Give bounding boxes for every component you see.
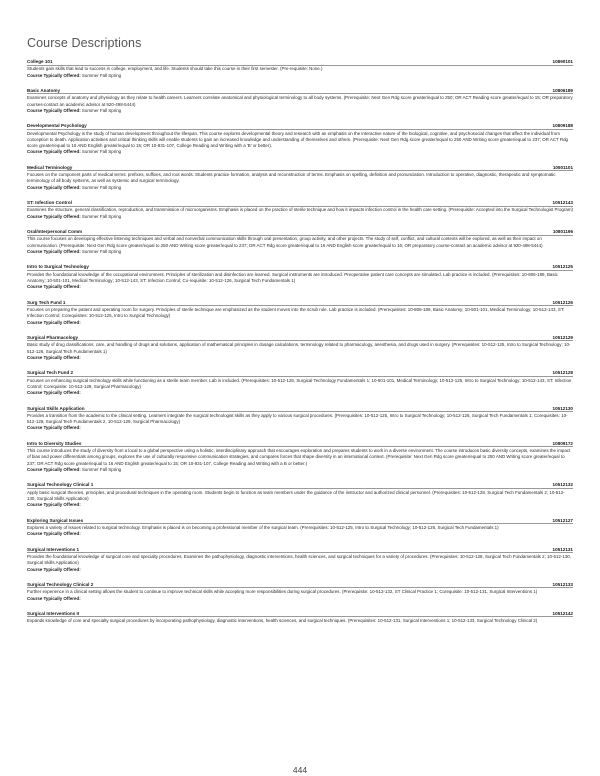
offered-label: Course Typically Offered: xyxy=(27,502,81,508)
course-entry xyxy=(27,123,573,155)
course-name: Developmental Psychology xyxy=(27,123,87,129)
course-description: Focuses on enhancing surgical technology skills while functioning as a sterile team member. Lab is included. (Prerequisites: 10-512-126, Surgical Technology Fundamentals 1; 10-501-101, Medical Terminology; 10-512-125, Intro to Surgical Technology; 10-512-143, ST: Infection Control; Corequisite: 10-512-129, Surgical Pharmacology) xyxy=(27,377,572,389)
course-name: Surgical Technology Clinical 2 xyxy=(27,581,94,587)
course-description: Expands knowledge of core and specialty surgical procedures by incorporating pathophysiology, diagnostic interventions, health sciences, and surgical techniques. (Prerequisites: 10-512-131, Surgical Interventions 1; 10-512-133, Surgical Technology Clinical 2) xyxy=(27,618,538,624)
course-offered xyxy=(27,531,573,537)
course-offered xyxy=(27,249,573,255)
course-name: Surg Tech Fund 1 xyxy=(27,299,66,305)
course-code: 10512133 xyxy=(552,581,573,587)
course-entry xyxy=(27,370,573,396)
course-entry xyxy=(27,59,573,79)
course-entry xyxy=(27,611,573,625)
course-entry xyxy=(27,264,573,290)
course-description: Provides the foundational knowledge of surgical core and specialty procedures. Examines the pathophysiology, diagnostic interventions, health sciences, and surgical techniques for a variety of procedures. (Prerequisites: 10-512-128, Surgical Tech Fundamentals 2; 10-512-130, Surgical Skills Application) xyxy=(27,553,571,566)
course-name: Surgical Skills Application xyxy=(27,405,85,411)
course-offered xyxy=(27,467,573,473)
course-offered xyxy=(27,355,573,361)
course-offered xyxy=(27,596,573,602)
course-name: Surgical Interventions 1 xyxy=(27,546,80,552)
page-number: 444 xyxy=(292,765,308,775)
course-entry xyxy=(27,406,573,432)
course-description: Examines the structure, general classification, reproduction, and transmission of microorganisms. Emphasis is placed on the practice of sterile technique and how it impacts infection control in the health care setting. (Prerequisite: Accepted into the Surgical Technologist Program) xyxy=(27,207,574,213)
course-entry xyxy=(27,547,573,573)
course-name: Medical Terminology xyxy=(27,164,73,170)
course-offered xyxy=(27,185,573,191)
course-header xyxy=(27,123,573,130)
course-code: 10512128 xyxy=(552,370,573,376)
offered-label: Course Typically Offered: xyxy=(27,149,81,155)
course-entry xyxy=(27,441,573,473)
course-entry xyxy=(27,229,573,255)
course-offered xyxy=(27,284,573,290)
offered-label: Course Typically Offered: xyxy=(27,354,81,360)
course-header xyxy=(27,88,573,95)
course-code: 10809172 xyxy=(552,440,573,446)
course-code: 10512129 xyxy=(552,334,573,340)
course-code: 10512125 xyxy=(552,264,573,270)
course-entry xyxy=(27,335,573,361)
course-offered xyxy=(27,214,573,220)
course-name: Surgical Tech Fund 2 xyxy=(27,370,74,376)
offered-label: Course Typically Offered: xyxy=(27,319,81,325)
course-description: Students gain skills that lead to success in college, employment, and life. Students should take this course in their first semester. (Pre-requisite: None.) xyxy=(27,66,323,72)
course-name: Intro to Diversity Studies xyxy=(27,440,82,446)
course-header xyxy=(27,200,573,207)
offered-terms: Summer Fall Spring xyxy=(81,107,122,113)
course-header xyxy=(27,300,573,307)
course-name: Surgical Interventions II xyxy=(27,610,80,616)
course-entry xyxy=(27,200,573,220)
course-offered xyxy=(27,149,573,155)
course-header xyxy=(27,335,573,342)
course-name: Oral/Interpersonal Comm xyxy=(27,229,83,235)
course-code: 10801196 xyxy=(552,229,573,235)
course-header xyxy=(27,406,573,413)
course-name: Basic Anatomy xyxy=(27,87,61,93)
course-code: 10512127 xyxy=(552,517,573,523)
course-offered xyxy=(27,425,573,431)
course-descriptions-page xyxy=(27,36,573,634)
offered-label: Course Typically Offered: xyxy=(27,566,81,572)
course-header xyxy=(27,264,573,271)
course-name: Surgical Pharmacology xyxy=(27,334,79,340)
course-header xyxy=(27,165,573,172)
course-description: Examines concepts of anatomy and physiology as they relate to health careers. Learners correlate anatomical and physiological terminology to all body systems. (Prerequisite: Next Gen Rdg score greater/equal to 250; OR ACT Reading score greater/equal to 15; OR preparatory courses-contact an academic advisor at 920-498-5444) xyxy=(27,95,573,107)
course-name: Surgical Technology Clinical 1 xyxy=(27,482,94,488)
offered-label: Course Typically Offered: xyxy=(27,531,81,537)
offered-terms: Summer Fall Spring xyxy=(81,184,122,190)
course-entry xyxy=(27,482,573,508)
offered-terms: Summer Fall Spring xyxy=(81,213,122,219)
course-header xyxy=(27,582,573,589)
offered-label: Course Typically Offered: xyxy=(27,425,81,431)
course-code: 10512126 xyxy=(552,299,573,305)
course-code: 10806189 xyxy=(552,87,573,93)
course-list xyxy=(27,59,573,625)
offered-label: Course Typically Offered: xyxy=(27,466,81,472)
course-entry xyxy=(27,300,573,326)
offered-label: Course Typically Offered: xyxy=(27,249,81,254)
course-offered xyxy=(27,108,573,114)
course-name: ST: Infection Control xyxy=(27,200,72,206)
course-entry xyxy=(27,582,573,602)
course-description: Explores a variety of issues related to surgical technology. Emphasis is placed is on becoming a professional member of the surgical team. (Prerequisites: 10-512-125, Intro to Surgical Technology; 10-512-126, Surgical Tech Fundamentals 1) xyxy=(27,524,499,530)
course-code: 10512131 xyxy=(552,546,573,552)
course-header xyxy=(27,611,573,618)
course-description: Focuses on preparing the patient and operating room for surgery. Principles of sterile technique are emphasized as the student moves into the scrub role. Lab practice is included. (Prerequisites: 10-806-189, Basic Anatomy; 10-501-101, Medical Terminology; 10-512-143, ST: Infection Control; Corequisites: 10-512-125, Intro to Surgical Technology) xyxy=(27,306,565,319)
course-offered xyxy=(27,73,573,79)
course-offered xyxy=(27,390,573,396)
course-header xyxy=(27,370,573,377)
course-header xyxy=(27,518,573,525)
course-code: 10512130 xyxy=(552,405,573,411)
course-header xyxy=(27,482,573,489)
course-description: Further experience in a clinical setting allows the student to continue to improve technical skills while accepting more responsibilities during surgical procedures. (Prerequisite: 10-512-132, ST Clinical Practice 1; Corequisite: 10-512-131, Surgical Interventions 1) xyxy=(27,589,538,595)
offered-terms: Summer Fall Spring xyxy=(81,72,122,78)
course-entry xyxy=(27,165,573,191)
course-description: This course focuses on developing effective listening techniques and verbal and nonverbal communication skills through oral presentation, group activity, and other projects. The study of self, conflict, and cultural contexts will be explored, as well as their impact on communication. (Prerequisite: Next Gen Rdg score greater/equal to 250 AND Writing score greater/equal to 237; OR ACT Rdg score greater/equal to 16 AND English score greater/equal to 16; OR preparatory course-contact an academic advisor at 920-498-5444) xyxy=(27,236,543,248)
course-description: Apply basic surgical theories, principles, and procedural techniques in the operating room. Students begin to function as team members under the guidance of the instructor and authorized clinical personnel. (Prerequisites: 10-512-128, Surgical Tech Fundamentals 2; 10-512-130, Surgical Skills Application) xyxy=(27,489,565,501)
offered-label: Course Typically Offered: xyxy=(27,595,81,601)
course-name: Intro to Surgical Technology xyxy=(27,264,89,270)
course-code: 10512132 xyxy=(552,482,573,488)
course-code: 10512143 xyxy=(552,200,573,206)
course-description: Developmental Psychology is the study of human development throughout the lifespan. This course explores developmental theory and research with an emphasis on the interactive nature of the biological, cognitive, and psychosocial changes that affect the individual from conception to death. Application activities and critical thinking skills will enable students to gain an increased knowledge and understanding of themselves and others. (Prerequisite: Next Gen Rdg score greater/equal to 250 AND Writing score greater/equal to 237; OR ACT Rdg score greater/equal to 16 AND English greater/equal to 15; OR 10-831-107, College Reading and Writing with a 'B' or better). xyxy=(27,130,569,149)
course-offered xyxy=(27,567,573,573)
course-description: Provides the foundational knowledge of the occupational environment. Principles of sterilization and disinfection are learned. Surgical instruments are introduced. Preoperative patient care concepts are simulated. Lab practice is included. (Prerequisites: 10-806-189, Basic Anatomy; 10-501-101, Medical Terminology; 10-512-143, ST: Infection Control; Co-requisite: 10-512-126, Surgical Tech Fundamentals 1) xyxy=(27,271,558,283)
offered-label: Course Typically Offered: xyxy=(27,184,81,190)
offered-terms: Summer Fall Spring xyxy=(81,249,122,254)
offered-label: Course Typically Offered: xyxy=(27,107,81,113)
page-title: Course Descriptions xyxy=(27,36,142,50)
course-code: 10501101 xyxy=(552,164,573,170)
course-header xyxy=(27,59,573,66)
course-description: Provides a transition from the academic to the clinical setting. Learners integrate the surgical technologist skills as they apply to various surgical procedures. (Prerequisites: 10-512-125, Intro to Surgical Technology; 10-512-126, Surgical Tech Fundamentals 1; Corequisites: 10-512-128, Surgical Tech Fundamentals 2, 10-512-129, Surgical Pharmacology) xyxy=(27,412,568,425)
course-description: Basic study of drug classifications, care, and handling of drugs and solutions, application of mathematical principles in dosage calculations, terminology related to pharmacology, anesthesia, and drugs used in surgery. (Prerequisites: 10-512-125, Intro to Surgical Technology; 10-512-126, Surgical Tech Fundamentals 1) xyxy=(27,342,571,354)
course-code: 10512142 xyxy=(552,610,573,616)
offered-label: Course Typically Offered: xyxy=(27,284,81,290)
course-description: Focuses on the component parts of medical terms: prefixes, suffixes, and root words. Students practice formation, analysis and reconstruction of terms. Emphasis on spelling, definition and pronunciation. Introduction to operative, diagnostic, therapeutic and symptomatic terminology of all body systems, as well as systemic and surgical terminology. xyxy=(27,172,556,184)
course-code: 10890101 xyxy=(552,59,573,64)
course-description: This course introduces the study of diversity from a local to a global perspective using a holistic, interdisciplinary approach that encourages exploration and prepares students to work in a diverse environment. The course introduces basic diversity concepts, examines the impact of bias and power differentials among groups, explores the use of culturally responsive communication strategies, and compares forces that shape diversity in an international context. (Prerequisite: Next Gen Rdg score greater/equal to 250 AND Writing score greater/equal to 237; OR ACT Rdg score greater/equal to 16 AND English greater/equal to 15; OR 10-831-107, College Reading and Writing with a B or better.) xyxy=(27,448,571,466)
course-name: Exploring Surgical Issues xyxy=(27,517,84,523)
course-offered xyxy=(27,502,573,508)
course-name: College 101 xyxy=(27,59,53,64)
offered-terms: Summer Fall Spring xyxy=(81,149,122,155)
offered-label: Course Typically Offered: xyxy=(27,72,81,78)
offered-terms: Summer Fall Spring xyxy=(81,466,122,472)
course-entry xyxy=(27,88,573,114)
offered-label: Course Typically Offered: xyxy=(27,213,81,219)
offered-label: Course Typically Offered: xyxy=(27,390,81,396)
course-header xyxy=(27,441,573,448)
course-header xyxy=(27,229,573,236)
course-header xyxy=(27,547,573,554)
course-entry xyxy=(27,518,573,538)
course-code: 10809188 xyxy=(552,123,573,129)
course-offered xyxy=(27,320,573,326)
